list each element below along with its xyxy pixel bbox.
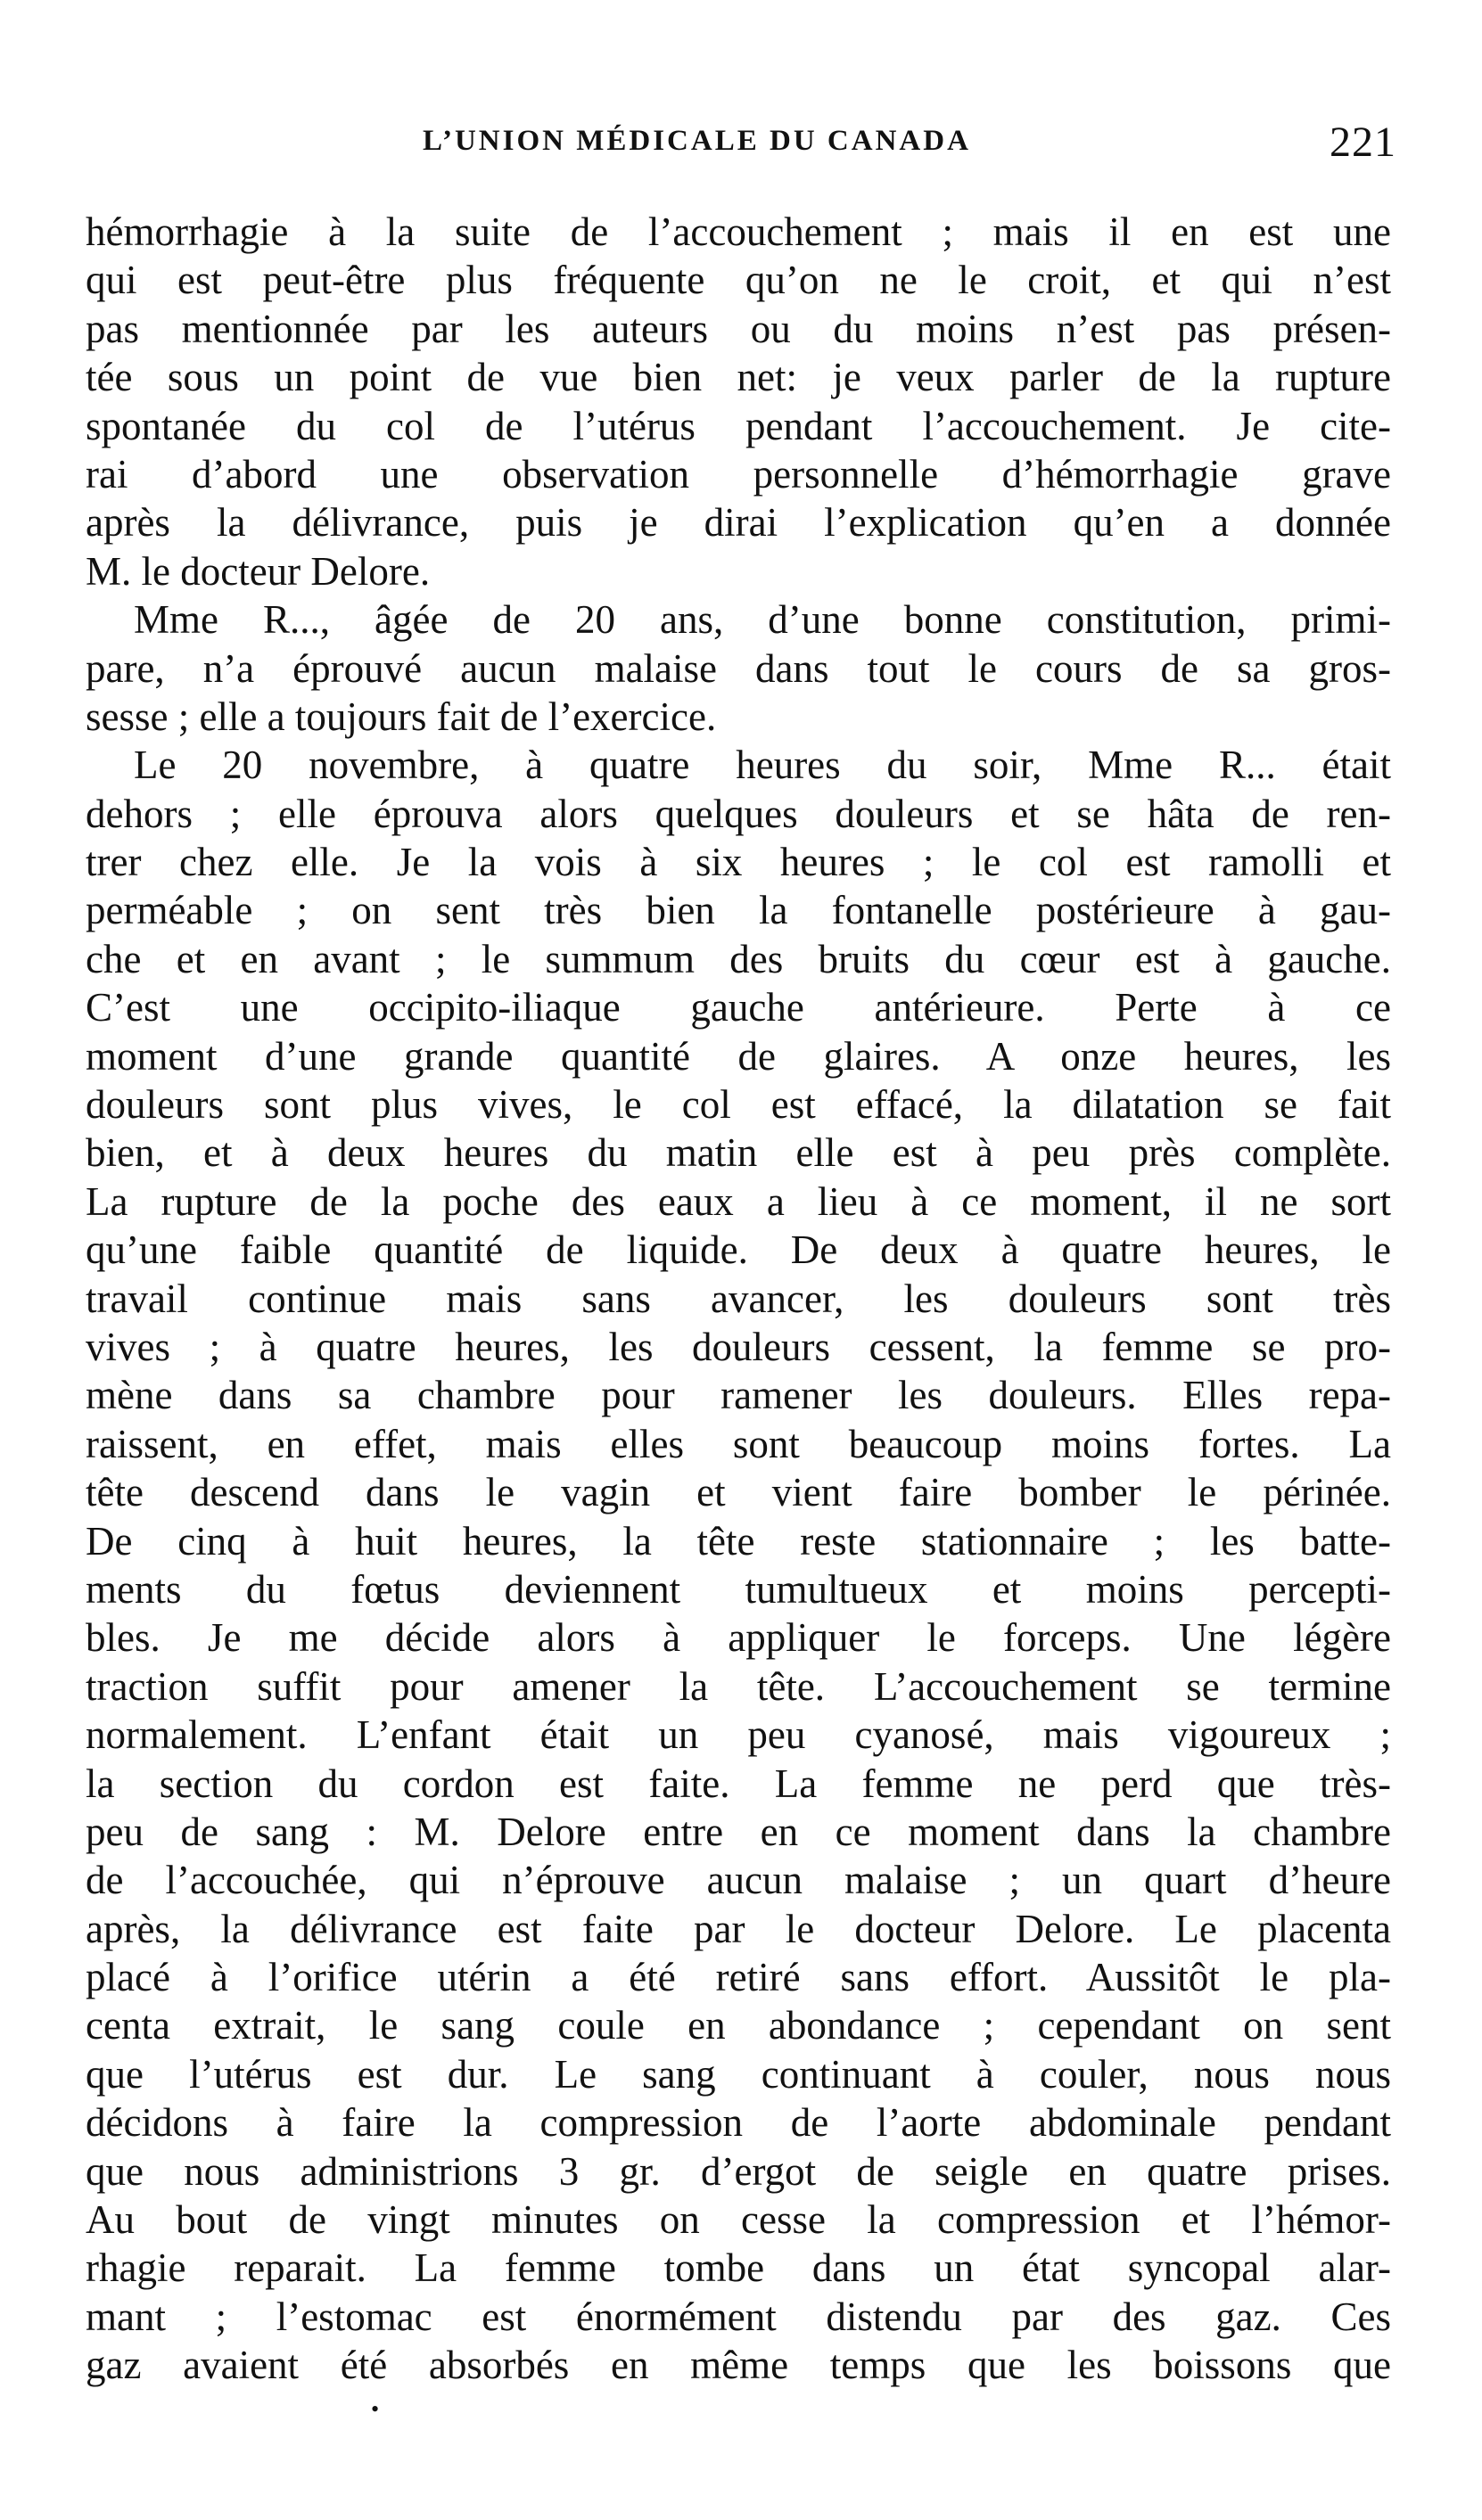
running-head: L’UNION MÉDICALE DU CANADA: [423, 125, 971, 157]
page-header: [86, 119, 1396, 178]
text-line: La rupture de la poche des eaux a lieu à ce moment, il ne sort: [86, 1178, 1391, 1224]
text-line: douleurs sont plus vives, le col est effacé, la dilatation se fait: [86, 1082, 1391, 1128]
footer-mark: •: [371, 2396, 380, 2422]
text-line: tête descend dans le vagin et vient faire bomber le périnée.: [86, 1470, 1391, 1515]
text-line: pare, n’a éprouvé aucun malaise dans tout le cours de sa gros-: [86, 645, 1391, 691]
text-line: qui est peut-être plus fréquente qu’on ne le croit, et qui n’est: [86, 258, 1391, 303]
text-line: bles. Je me décide alors à appliquer le forceps. Une légère: [86, 1615, 1391, 1661]
text-line: après, la délivrance est faite par le docteur Delore. Le placenta: [86, 1906, 1391, 1951]
text-line: Au bout de vingt minutes on cesse la compression et l’hémor-: [86, 2197, 1391, 2243]
text-line: travail continue mais sans avancer, les douleurs sont très: [86, 1276, 1391, 1321]
text-line: C’est une occipito-iliaque gauche antérieure. Perte à ce: [86, 985, 1391, 1030]
text-line: placé à l’orifice utérin a été retiré sans effort. Aussitôt le pla-: [86, 1955, 1391, 2000]
text-line: sesse ; elle a toujours fait de l’exercice.: [86, 694, 717, 739]
text-line: peu de sang : M. Delore entre en ce moment dans la chambre: [86, 1809, 1391, 1854]
text-line: mant ; l’estomac est énormément distendu par des gaz. Ces: [86, 2294, 1391, 2339]
text-line: De cinq à huit heures, la tête reste stationnaire ; les batte-: [86, 1518, 1391, 1564]
text-line: que nous administrions 3 gr. d’ergot de seigle en quatre prises.: [86, 2148, 1391, 2194]
text-line: raissent, en effet, mais elles sont beaucoup moins fortes. La: [86, 1421, 1391, 1466]
text-line: vives ; à quatre heures, les douleurs cessent, la femme se pro-: [86, 1324, 1391, 1369]
text-line: che et en avant ; le summum des bruits du cœur est à gauche.: [86, 936, 1391, 981]
text-line: normalement. L’enfant était un peu cyanosé, mais vigoureux ;: [86, 1712, 1391, 1758]
text-line: M. le docteur Delore.: [86, 548, 431, 594]
text-line: pas mentionnée par les auteurs ou du moins n’est pas présen-: [86, 306, 1391, 351]
text-line: spontanée du col de l’utérus pendant l’accouchement. Je cite-: [86, 403, 1391, 448]
text-line: Mme R..., âgée de 20 ans, d’une bonne constitution, primi-: [134, 597, 1391, 643]
text-line: après la délivrance, puis je dirai l’explication qu’en a donnée: [86, 500, 1391, 546]
text-line: centa extrait, le sang coule en abondance ; cependant on sent: [86, 2003, 1391, 2048]
text-line: rhagie reparait. La femme tombe dans un état syncopal alar-: [86, 2245, 1391, 2291]
text-line: traction suffit pour amener la tête. L’accouchement se termine: [86, 1663, 1391, 1709]
text-line: tée sous un point de vue bien net: je veux parler de la rupture: [86, 355, 1391, 400]
text-line: rai d’abord une observation personnelle d’hémorrhagie grave: [86, 451, 1391, 497]
text-line: bien, et à deux heures du matin elle est à peu près complète.: [86, 1130, 1391, 1176]
page-number: 221: [1330, 119, 1396, 166]
text-line: décidons à faire la compression de l’aorte abdominale pendant: [86, 2100, 1391, 2146]
text-line: ments du fœtus deviennent tumultueux et moins percepti-: [86, 1566, 1391, 1612]
text-line: de l’accouchée, qui n’éprouve aucun malaise ; un quart d’heure: [86, 1858, 1391, 1903]
text-line: trer chez elle. Je la vois à six heures ; le col est ramolli et: [86, 840, 1391, 885]
text-line: moment d’une grande quantité de glaires. A onze heures, les: [86, 1033, 1391, 1079]
text-line: dehors ; elle éprouva alors quelques douleurs et se hâta de ren-: [86, 791, 1391, 836]
text-line: gaz avaient été absorbés en même temps que les boissons que: [86, 2343, 1391, 2388]
text-line: Le 20 novembre, à quatre heures du soir, Mme R... était: [134, 743, 1391, 788]
body-text: [86, 208, 1391, 2390]
text-line: que l’utérus est dur. Le sang continuant à couler, nous nous: [86, 2051, 1391, 2097]
text-line: la section du cordon est faite. La femme ne perd que très-: [86, 1761, 1391, 1806]
text-line: hémorrhagie à la suite de l’accouchement ; mais il en est une: [86, 209, 1391, 254]
text-line: mène dans sa chambre pour ramener les douleurs. Elles repa-: [86, 1373, 1391, 1418]
text-line: perméable ; on sent très bien la fontanelle postérieure à gau-: [86, 888, 1391, 933]
text-line: qu’une faible quantité de liquide. De deux à quatre heures, le: [86, 1227, 1391, 1273]
